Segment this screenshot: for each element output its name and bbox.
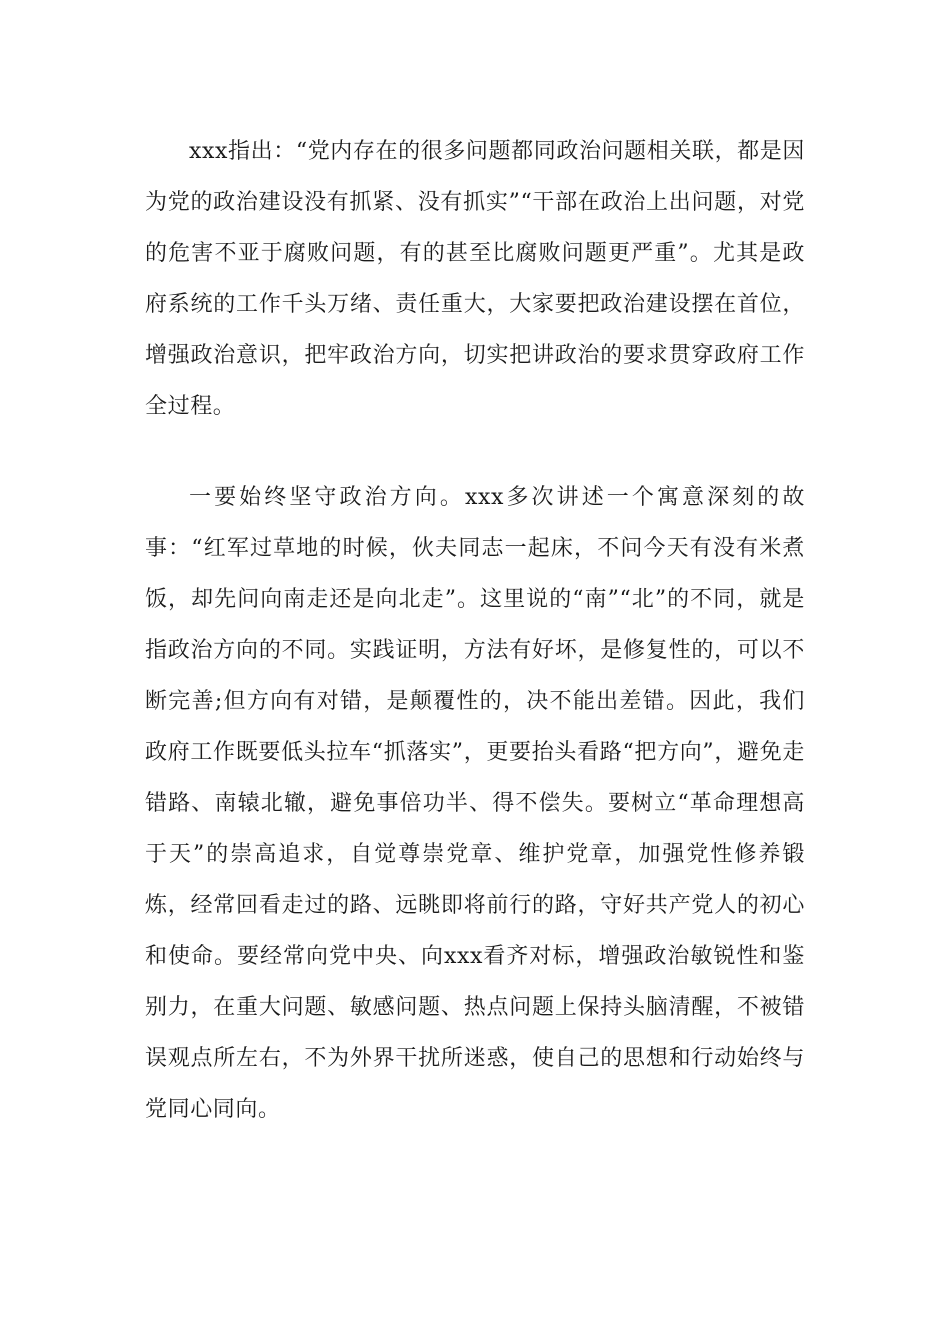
paragraph-political-direction: 一要始终坚守政治方向。xxx多次讲述一个寓意深刻的故事：“红军过草地的时候，伙夫同志一起床，不问今天有没有米煮饭，却先问向南走还是向北走”。这里说的“南”“北”的不同，就是指政治方向的不同。实践证明，方法有好坏，是修复性的，可以不断完善;但方向有对错，是颠覆性的，决不能出差错。因此，我们政府工作既要低头拉车“抓落实”，更要抬头看路“把方向”，避免走错路、南辕北辙，避免事倍功半、得不偿失。要树立“革命理想高于天”的崇高追求，自觉尊崇党章、维护党章，加强党性修养锻炼，经常回看走过的路、远眺即将前行的路，守好共产党人的初心和使命。要经常向党中央、向xxx看齐对标，增强政治敏锐性和鉴别力，在重大问题、敏感问题、热点问题上保持头脑清醒，不被错误观点所左右，不为外界干扰所迷惑，使自己的思想和行动始终与党同心同向。 [145, 485, 805, 1122]
paragraph-political-construction: xxx指出：“党内存在的很多问题都同政治问题相关联，都是因为党的政治建设没有抓紧、没有抓实”“干部在政治上出问题，对党的危害不亚于腐败问题，有的甚至比腐败问题更严重”。尤其是政府系统的工作千头万绪、责任重大，大家要把政治建设摆在首位，增强政治意识，把牢政治方向，切实把讲政治的要求贯穿政府工作全过程。 [145, 139, 805, 419]
